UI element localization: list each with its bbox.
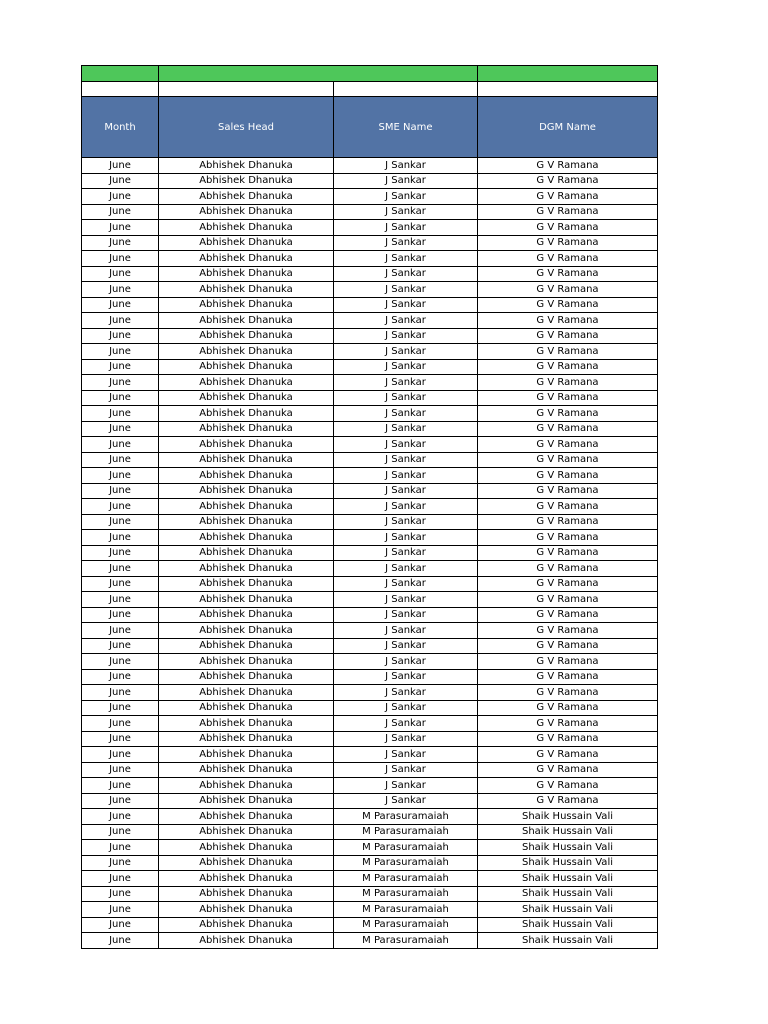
table-row (82, 855, 658, 871)
sme-name-cell[interactable]: J Sankar (334, 685, 478, 701)
sme-name-cell[interactable]: J Sankar (334, 762, 478, 778)
sales-head-cell[interactable]: Abhishek Dhanuka (159, 933, 334, 949)
sales-head-cell[interactable]: Abhishek Dhanuka (159, 731, 334, 747)
table-row (82, 731, 658, 747)
sme-name-cell[interactable]: J Sankar (334, 514, 478, 530)
sme-name-cell[interactable]: J Sankar (334, 390, 478, 406)
table-row (82, 917, 658, 933)
dgm-name-cell[interactable]: G V Ramana (478, 607, 658, 623)
sales-head-cell[interactable]: Abhishek Dhanuka (159, 762, 334, 778)
sales-head-cell[interactable]: Abhishek Dhanuka (159, 793, 334, 809)
month-cell[interactable]: June (82, 468, 159, 484)
month-cell[interactable]: June (82, 747, 159, 763)
sales-head-cell[interactable]: Abhishek Dhanuka (159, 297, 334, 313)
sales-head-cell[interactable]: Abhishek Dhanuka (159, 406, 334, 422)
sales-head-cell[interactable]: Abhishek Dhanuka (159, 840, 334, 856)
sme-name-cell[interactable]: J Sankar (334, 793, 478, 809)
table-row (82, 654, 658, 670)
table-row (82, 359, 658, 375)
sme-name-cell[interactable]: J Sankar (334, 406, 478, 422)
sales-head-cell[interactable]: Abhishek Dhanuka (159, 685, 334, 701)
sales-head-cell[interactable]: Abhishek Dhanuka (159, 654, 334, 670)
sales-head-cell[interactable]: Abhishek Dhanuka (159, 282, 334, 298)
sales-head-cell[interactable]: Abhishek Dhanuka (159, 576, 334, 592)
sme-name-cell[interactable]: J Sankar (334, 607, 478, 623)
table-row (82, 840, 658, 856)
month-cell[interactable]: June (82, 607, 159, 623)
sales-head-cell[interactable]: Abhishek Dhanuka (159, 747, 334, 763)
sme-name-cell[interactable]: J Sankar (334, 328, 478, 344)
sme-name-cell[interactable]: J Sankar (334, 437, 478, 453)
green-band-row (82, 66, 658, 82)
dgm-name-cell[interactable]: G V Ramana (478, 282, 658, 298)
sme-name-cell[interactable]: J Sankar (334, 344, 478, 360)
sme-name-cell[interactable]: J Sankar (334, 421, 478, 437)
month-cell[interactable]: June (82, 933, 159, 949)
month-cell[interactable]: June (82, 514, 159, 530)
month-cell[interactable]: June (82, 390, 159, 406)
table-row (82, 871, 658, 887)
sales-head-cell[interactable]: Abhishek Dhanuka (159, 514, 334, 530)
month-cell[interactable]: June (82, 778, 159, 794)
dgm-name-cell[interactable]: Shaik Hussain Vali (478, 855, 658, 871)
dgm-name-cell[interactable]: G V Ramana (478, 654, 658, 670)
dgm-name-cell[interactable]: G V Ramana (478, 561, 658, 577)
sme-name-cell[interactable]: J Sankar (334, 731, 478, 747)
sme-name-cell[interactable]: J Sankar (334, 313, 478, 329)
sme-name-cell[interactable]: J Sankar (334, 158, 478, 174)
dgm-name-cell[interactable]: G V Ramana (478, 359, 658, 375)
month-cell[interactable]: June (82, 359, 159, 375)
sme-name-cell[interactable]: J Sankar (334, 576, 478, 592)
dgm-name-cell[interactable]: G V Ramana (478, 669, 658, 685)
month-cell[interactable]: June (82, 855, 159, 871)
sales-head-cell[interactable]: Abhishek Dhanuka (159, 235, 334, 251)
month-cell[interactable]: June (82, 266, 159, 282)
dgm-name-cell[interactable]: G V Ramana (478, 328, 658, 344)
column-header-sales-head[interactable]: Sales Head (159, 97, 334, 158)
table-row (82, 421, 658, 437)
band-cell-month[interactable] (82, 66, 159, 82)
table-row (82, 313, 658, 329)
table-body (82, 158, 658, 949)
band-cell-merged[interactable] (159, 66, 478, 82)
sales-head-cell[interactable]: Abhishek Dhanuka (159, 886, 334, 902)
sales-head-cell[interactable]: Abhishek Dhanuka (159, 902, 334, 918)
sales-head-cell[interactable]: Abhishek Dhanuka (159, 871, 334, 887)
sme-name-cell[interactable]: J Sankar (334, 654, 478, 670)
month-cell[interactable]: June (82, 762, 159, 778)
month-cell[interactable]: June (82, 282, 159, 298)
month-cell[interactable]: June (82, 204, 159, 220)
sales-head-cell[interactable]: Abhishek Dhanuka (159, 778, 334, 794)
sales-head-cell[interactable]: Abhishek Dhanuka (159, 499, 334, 515)
table-row (82, 669, 658, 685)
sme-name-cell[interactable]: J Sankar (334, 220, 478, 236)
month-cell[interactable]: June (82, 406, 159, 422)
sme-name-cell[interactable]: J Sankar (334, 499, 478, 515)
sales-head-cell[interactable]: Abhishek Dhanuka (159, 437, 334, 453)
table-row (82, 778, 658, 794)
dgm-name-cell[interactable]: G V Ramana (478, 778, 658, 794)
sme-name-cell[interactable]: J Sankar (334, 204, 478, 220)
month-cell[interactable]: June (82, 917, 159, 933)
sales-head-cell[interactable]: Abhishek Dhanuka (159, 669, 334, 685)
dgm-name-cell[interactable]: Shaik Hussain Vali (478, 933, 658, 949)
sme-name-cell[interactable]: J Sankar (334, 359, 478, 375)
month-cell[interactable]: June (82, 669, 159, 685)
sales-head-cell[interactable]: Abhishek Dhanuka (159, 220, 334, 236)
table-row (82, 266, 658, 282)
table-row (82, 344, 658, 360)
sme-name-cell[interactable]: J Sankar (334, 282, 478, 298)
month-cell[interactable]: June (82, 313, 159, 329)
sme-name-cell[interactable]: J Sankar (334, 189, 478, 205)
sales-head-cell[interactable]: Abhishek Dhanuka (159, 607, 334, 623)
table-row (82, 685, 658, 701)
sales-head-cell[interactable]: Abhishek Dhanuka (159, 390, 334, 406)
sales-head-cell[interactable]: Abhishek Dhanuka (159, 592, 334, 608)
table-row (82, 483, 658, 499)
sales-head-cell[interactable]: Abhishek Dhanuka (159, 158, 334, 174)
month-cell[interactable]: June (82, 654, 159, 670)
table-row (82, 716, 658, 732)
table-row (82, 902, 658, 918)
sme-name-cell[interactable]: J Sankar (334, 468, 478, 484)
table-row (82, 607, 658, 623)
table-row (82, 189, 658, 205)
table-row (82, 406, 658, 422)
sme-name-cell[interactable]: J Sankar (334, 173, 478, 189)
dgm-name-cell[interactable]: G V Ramana (478, 313, 658, 329)
table-row (82, 809, 658, 825)
sme-name-cell[interactable]: M Parasuramaiah (334, 933, 478, 949)
table-row (82, 437, 658, 453)
table-row (82, 468, 658, 484)
sales-head-cell[interactable]: Abhishek Dhanuka (159, 344, 334, 360)
table-row (82, 576, 658, 592)
dgm-name-cell[interactable]: G V Ramana (478, 266, 658, 282)
sme-name-cell[interactable]: J Sankar (334, 747, 478, 763)
sme-name-cell[interactable]: J Sankar (334, 375, 478, 391)
month-cell[interactable]: June (82, 623, 159, 639)
table-row (82, 793, 658, 809)
month-cell[interactable]: June (82, 809, 159, 825)
sme-name-cell[interactable]: J Sankar (334, 623, 478, 639)
dgm-name-cell[interactable]: G V Ramana (478, 406, 658, 422)
month-cell[interactable]: June (82, 344, 159, 360)
month-cell[interactable]: June (82, 251, 159, 267)
table-row (82, 886, 658, 902)
blank-cell[interactable] (334, 82, 478, 97)
sales-head-cell[interactable]: Abhishek Dhanuka (159, 173, 334, 189)
dgm-name-cell[interactable]: G V Ramana (478, 204, 658, 220)
month-cell[interactable]: June (82, 902, 159, 918)
dgm-name-cell[interactable]: G V Ramana (478, 173, 658, 189)
month-cell[interactable]: June (82, 638, 159, 654)
blank-row (82, 82, 658, 97)
sales-head-cell[interactable]: Abhishek Dhanuka (159, 328, 334, 344)
table-row (82, 592, 658, 608)
month-cell[interactable]: June (82, 189, 159, 205)
table-row (82, 328, 658, 344)
sales-head-cell[interactable]: Abhishek Dhanuka (159, 313, 334, 329)
month-cell[interactable]: June (82, 158, 159, 174)
dgm-name-cell[interactable]: G V Ramana (478, 530, 658, 546)
table-row (82, 638, 658, 654)
month-cell[interactable]: June (82, 731, 159, 747)
sme-name-cell[interactable]: J Sankar (334, 592, 478, 608)
dgm-name-cell[interactable]: G V Ramana (478, 793, 658, 809)
table-row (82, 545, 658, 561)
month-cell[interactable]: June (82, 871, 159, 887)
dgm-name-cell[interactable]: G V Ramana (478, 158, 658, 174)
sales-head-cell[interactable]: Abhishek Dhanuka (159, 530, 334, 546)
sales-head-cell[interactable]: Abhishek Dhanuka (159, 468, 334, 484)
sales-head-cell[interactable]: Abhishek Dhanuka (159, 700, 334, 716)
table-row (82, 514, 658, 530)
month-cell[interactable]: June (82, 700, 159, 716)
sales-head-cell[interactable]: Abhishek Dhanuka (159, 375, 334, 391)
month-cell[interactable]: June (82, 793, 159, 809)
dgm-name-cell[interactable]: G V Ramana (478, 189, 658, 205)
sme-name-cell[interactable]: J Sankar (334, 251, 478, 267)
sme-name-cell[interactable]: J Sankar (334, 452, 478, 468)
dgm-name-cell[interactable]: G V Ramana (478, 251, 658, 267)
sme-name-cell[interactable]: J Sankar (334, 561, 478, 577)
dgm-name-cell[interactable]: G V Ramana (478, 421, 658, 437)
sme-name-cell[interactable]: J Sankar (334, 716, 478, 732)
table-row (82, 824, 658, 840)
blank-cell[interactable] (478, 82, 658, 97)
dgm-name-cell[interactable]: Shaik Hussain Vali (478, 886, 658, 902)
dgm-name-cell[interactable]: G V Ramana (478, 576, 658, 592)
sales-head-cell[interactable]: Abhishek Dhanuka (159, 716, 334, 732)
sme-name-cell[interactable]: M Parasuramaiah (334, 886, 478, 902)
spreadsheet-table (81, 65, 658, 949)
sales-head-cell[interactable]: Abhishek Dhanuka (159, 809, 334, 825)
dgm-name-cell[interactable]: G V Ramana (478, 468, 658, 484)
month-cell[interactable]: June (82, 452, 159, 468)
table-row (82, 251, 658, 267)
sme-name-cell[interactable]: J Sankar (334, 669, 478, 685)
sme-name-cell[interactable]: J Sankar (334, 778, 478, 794)
sme-name-cell[interactable]: M Parasuramaiah (334, 855, 478, 871)
dgm-name-cell[interactable]: G V Ramana (478, 747, 658, 763)
column-header-row (82, 97, 658, 158)
month-cell[interactable]: June (82, 499, 159, 515)
column-header-dgm-name[interactable]: DGM Name (478, 97, 658, 158)
month-cell[interactable]: June (82, 685, 159, 701)
column-header-month[interactable]: Month (82, 97, 159, 158)
month-cell[interactable]: June (82, 592, 159, 608)
table-row (82, 173, 658, 189)
dgm-name-cell[interactable]: G V Ramana (478, 344, 658, 360)
table-row (82, 220, 658, 236)
month-cell[interactable]: June (82, 328, 159, 344)
sales-head-cell[interactable]: Abhishek Dhanuka (159, 251, 334, 267)
sales-head-cell[interactable]: Abhishek Dhanuka (159, 189, 334, 205)
sales-head-cell[interactable]: Abhishek Dhanuka (159, 824, 334, 840)
sales-head-cell[interactable]: Abhishek Dhanuka (159, 855, 334, 871)
table-row (82, 700, 658, 716)
dgm-name-cell[interactable]: G V Ramana (478, 700, 658, 716)
sales-head-cell[interactable]: Abhishek Dhanuka (159, 483, 334, 499)
dgm-name-cell[interactable]: Shaik Hussain Vali (478, 840, 658, 856)
sales-head-cell[interactable]: Abhishek Dhanuka (159, 359, 334, 375)
sme-name-cell[interactable]: J Sankar (334, 266, 478, 282)
sme-name-cell[interactable]: M Parasuramaiah (334, 840, 478, 856)
dgm-name-cell[interactable]: Shaik Hussain Vali (478, 809, 658, 825)
table-row (82, 747, 658, 763)
dgm-name-cell[interactable]: G V Ramana (478, 297, 658, 313)
dgm-name-cell[interactable]: G V Ramana (478, 437, 658, 453)
sales-head-cell[interactable]: Abhishek Dhanuka (159, 545, 334, 561)
dgm-name-cell[interactable]: G V Ramana (478, 731, 658, 747)
month-cell[interactable]: June (82, 824, 159, 840)
month-cell[interactable]: June (82, 483, 159, 499)
month-cell[interactable]: June (82, 421, 159, 437)
sales-head-cell[interactable]: Abhishek Dhanuka (159, 638, 334, 654)
dgm-name-cell[interactable]: G V Ramana (478, 235, 658, 251)
month-cell[interactable]: June (82, 375, 159, 391)
dgm-name-cell[interactable]: Shaik Hussain Vali (478, 917, 658, 933)
dgm-name-cell[interactable]: G V Ramana (478, 390, 658, 406)
sme-name-cell[interactable]: J Sankar (334, 545, 478, 561)
table-row (82, 375, 658, 391)
dgm-name-cell[interactable]: G V Ramana (478, 220, 658, 236)
dgm-name-cell[interactable]: Shaik Hussain Vali (478, 871, 658, 887)
sme-name-cell[interactable]: M Parasuramaiah (334, 824, 478, 840)
month-cell[interactable]: June (82, 437, 159, 453)
sme-name-cell[interactable]: J Sankar (334, 297, 478, 313)
sme-name-cell[interactable]: M Parasuramaiah (334, 917, 478, 933)
sales-head-cell[interactable]: Abhishek Dhanuka (159, 266, 334, 282)
month-cell[interactable]: June (82, 220, 159, 236)
table-row (82, 499, 658, 515)
sales-head-cell[interactable]: Abhishek Dhanuka (159, 204, 334, 220)
sales-head-cell[interactable]: Abhishek Dhanuka (159, 623, 334, 639)
table-row (82, 158, 658, 174)
band-cell-dgm[interactable] (478, 66, 658, 82)
table-row (82, 623, 658, 639)
month-cell[interactable]: June (82, 545, 159, 561)
month-cell[interactable]: June (82, 297, 159, 313)
dgm-name-cell[interactable]: G V Ramana (478, 499, 658, 515)
table-row (82, 282, 658, 298)
month-cell[interactable]: June (82, 886, 159, 902)
dgm-name-cell[interactable]: G V Ramana (478, 716, 658, 732)
dgm-name-cell[interactable]: G V Ramana (478, 762, 658, 778)
dgm-name-cell[interactable]: G V Ramana (478, 638, 658, 654)
sales-head-cell[interactable]: Abhishek Dhanuka (159, 561, 334, 577)
table-row (82, 452, 658, 468)
month-cell[interactable]: June (82, 840, 159, 856)
dgm-name-cell[interactable]: G V Ramana (478, 514, 658, 530)
dgm-name-cell[interactable]: G V Ramana (478, 452, 658, 468)
sales-head-cell[interactable]: Abhishek Dhanuka (159, 421, 334, 437)
table-row (82, 204, 658, 220)
table-row (82, 762, 658, 778)
dgm-name-cell[interactable]: Shaik Hussain Vali (478, 824, 658, 840)
blank-cell[interactable] (82, 82, 159, 97)
sme-name-cell[interactable]: M Parasuramaiah (334, 871, 478, 887)
sme-name-cell[interactable]: J Sankar (334, 638, 478, 654)
sme-name-cell[interactable]: J Sankar (334, 530, 478, 546)
table-row (82, 390, 658, 406)
dgm-name-cell[interactable]: G V Ramana (478, 483, 658, 499)
sme-name-cell[interactable]: M Parasuramaiah (334, 902, 478, 918)
table-row (82, 561, 658, 577)
blank-cell[interactable] (159, 82, 334, 97)
dgm-name-cell[interactable]: Shaik Hussain Vali (478, 902, 658, 918)
dgm-name-cell[interactable]: G V Ramana (478, 623, 658, 639)
dgm-name-cell[interactable]: G V Ramana (478, 545, 658, 561)
column-header-sme-name[interactable]: SME Name (334, 97, 478, 158)
month-cell[interactable]: June (82, 530, 159, 546)
sme-name-cell[interactable]: J Sankar (334, 483, 478, 499)
sme-name-cell[interactable]: M Parasuramaiah (334, 809, 478, 825)
dgm-name-cell[interactable]: G V Ramana (478, 375, 658, 391)
dgm-name-cell[interactable]: G V Ramana (478, 592, 658, 608)
table-row (82, 933, 658, 949)
month-cell[interactable]: June (82, 235, 159, 251)
month-cell[interactable]: June (82, 173, 159, 189)
month-cell[interactable]: June (82, 576, 159, 592)
table-row (82, 235, 658, 251)
sme-name-cell[interactable]: J Sankar (334, 235, 478, 251)
table-row (82, 297, 658, 313)
sales-head-cell[interactable]: Abhishek Dhanuka (159, 452, 334, 468)
sme-name-cell[interactable]: J Sankar (334, 700, 478, 716)
sales-head-cell[interactable]: Abhishek Dhanuka (159, 917, 334, 933)
month-cell[interactable]: June (82, 561, 159, 577)
dgm-name-cell[interactable]: G V Ramana (478, 685, 658, 701)
table-row (82, 530, 658, 546)
month-cell[interactable]: June (82, 716, 159, 732)
